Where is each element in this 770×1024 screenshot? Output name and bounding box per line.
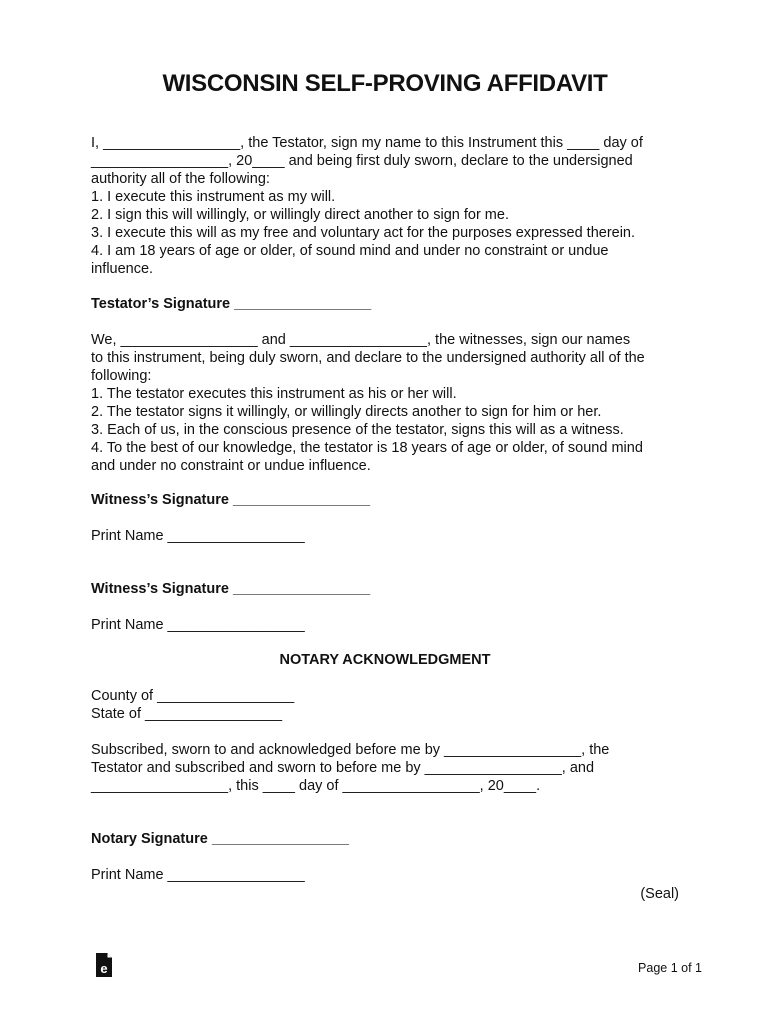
text-line: following: (91, 368, 152, 384)
text-line: 3. Each of us, in the conscious presence of the testator, signs this will as a witness. (91, 422, 624, 438)
text-line: Subscribed, sworn to and acknowledged before me by _________________, the (91, 742, 610, 758)
county-line[interactable]: County of _________________ (91, 688, 295, 704)
text-line: authority all of the following: (91, 171, 270, 187)
text-line: 4. To the best of our knowledge, the testator is 18 years of age or older, of sound mind (91, 440, 643, 456)
notary-print-name-line[interactable]: Print Name _________________ (91, 867, 305, 883)
document-title: WISCONSIN SELF-PROVING AFFIDAVIT (162, 70, 608, 97)
eforms-logo-icon (94, 952, 114, 978)
witness2-print-name-line[interactable]: Print Name _________________ (91, 617, 305, 633)
text-line: 2. The testator signs it willingly, or willingly directs another to sign for him or her. (91, 404, 602, 420)
witness1-print-name-line[interactable]: Print Name _________________ (91, 528, 305, 544)
testator-signature-line[interactable]: Testator’s Signature _________________ (91, 296, 372, 312)
text-line: 3. I execute this will as my free and voluntary act for the purposes expressed therein. (91, 225, 636, 241)
text-line: We, _________________ and _________________, the witnesses, sign our names (91, 332, 631, 348)
svg-text:e: e (100, 961, 108, 976)
notary-subscribed-text (91, 741, 691, 795)
testator-declaration (91, 134, 691, 278)
page-number: Page 1 of 1 (638, 961, 702, 975)
witness-declaration (91, 331, 691, 475)
text-line: 1. The testator executes this instrument as his or her will. (91, 386, 457, 402)
notary-signature-line[interactable]: Notary Signature _________________ (91, 831, 349, 847)
text-line: influence. (91, 261, 154, 277)
text-line: 2. I sign this will willingly, or willingly direct another to sign for me. (91, 207, 509, 223)
witness2-signature-line[interactable]: Witness’s Signature _________________ (91, 581, 371, 597)
text-line: and under no constraint or undue influence. (91, 458, 371, 474)
text-line: _________________, this ____ day of _________________, 20____. (91, 778, 541, 794)
seal-label: (Seal) (640, 886, 679, 902)
text-line: to this instrument, being duly sworn, and declare to the undersigned authority all of the (91, 350, 645, 366)
text-line: 4. I am 18 years of age or older, of sound mind and under no constraint or undue (91, 243, 609, 259)
text-line: I, _________________, the Testator, sign my name to this Instrument this ____ day of (91, 135, 643, 151)
text-line: _________________, 20____ and being first duly sworn, declare to the undersigned (91, 153, 633, 169)
text-line: 1. I execute this instrument as my will. (91, 189, 336, 205)
notary-heading: NOTARY ACKNOWLEDGMENT (279, 652, 491, 668)
text-line: Testator and subscribed and sworn to before me by _________________, and (91, 760, 595, 776)
witness1-signature-line[interactable]: Witness’s Signature _________________ (91, 492, 371, 508)
state-line[interactable]: State of _________________ (91, 706, 283, 722)
